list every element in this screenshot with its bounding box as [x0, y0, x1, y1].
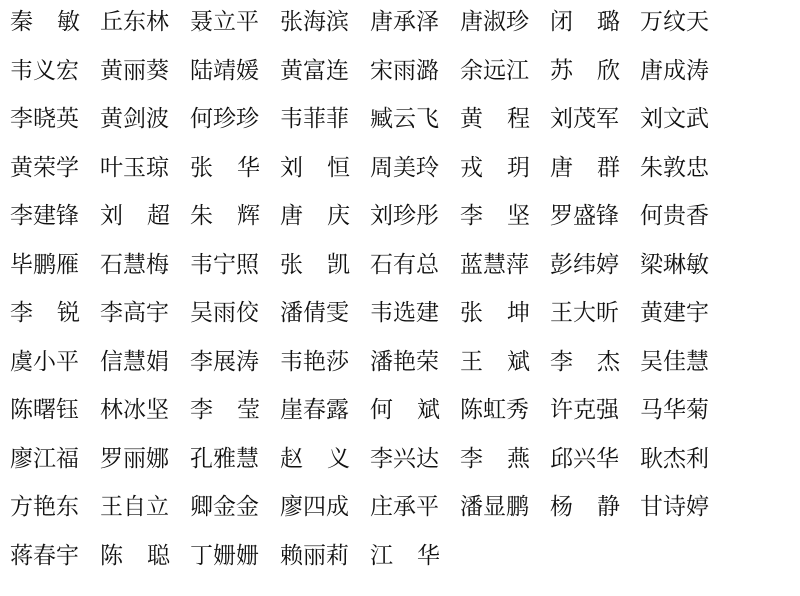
- name-character: 坤: [507, 300, 530, 326]
- name-entry: 黄富连: [280, 57, 349, 84]
- name-entry: 周美玲: [370, 154, 439, 181]
- name-entry: 刘文武: [640, 106, 709, 132]
- name-entry: [280, 248, 350, 282]
- name-entry: 刘茂军: [550, 106, 619, 132]
- name-character: 凯: [327, 251, 350, 278]
- name-entry: 韦义宏: [10, 57, 79, 84]
- name-character: 朱: [190, 203, 213, 229]
- name-character: 黄: [460, 106, 483, 132]
- name-entry: 聂立平: [190, 9, 259, 35]
- name-entry: 丁姗姗: [190, 542, 259, 569]
- name-character: 唐: [280, 203, 303, 229]
- name-character: 李: [10, 300, 33, 326]
- name-character: 陈: [100, 542, 123, 569]
- name-entry: 王自立: [100, 494, 169, 520]
- name-character: 程: [507, 106, 530, 132]
- name-entry: 黄荣学: [10, 154, 79, 181]
- name-entry: 朱敦忠: [640, 154, 709, 181]
- name-entry: 耿杰利: [640, 445, 709, 472]
- name-entry: 廖江福: [10, 445, 79, 472]
- name-entry: 李展涛: [190, 348, 259, 375]
- name-entry: 马华菊: [640, 397, 709, 423]
- name-character: 辉: [237, 203, 260, 229]
- name-entry: [550, 151, 620, 185]
- name-entry: [190, 151, 260, 185]
- name-entry: 赖丽莉: [280, 542, 349, 569]
- name-entry: [190, 199, 260, 233]
- name-entry: [100, 539, 170, 573]
- name-entry: 潘显鹏: [460, 494, 529, 520]
- name-entry: 卿金金: [190, 494, 259, 520]
- name-entry: 吴佳慧: [640, 348, 709, 375]
- name-entry: 陆靖媛: [190, 57, 259, 84]
- name-character: 秦: [10, 9, 33, 35]
- name-entry: 廖四成: [280, 494, 349, 520]
- name-character: 李: [460, 203, 483, 229]
- name-entry: 潘艳荣: [370, 348, 439, 375]
- name-character: 恒: [327, 154, 350, 181]
- name-entry: [460, 442, 530, 476]
- name-character: 锐: [57, 300, 80, 326]
- name-character: 超: [147, 203, 170, 229]
- name-entry: 虞小平: [10, 348, 79, 375]
- name-character: 莹: [237, 397, 260, 423]
- name-entry: 丘东林: [100, 9, 169, 35]
- name-character: 李: [460, 445, 483, 472]
- name-character: 玥: [507, 154, 530, 181]
- name-entry: [460, 151, 530, 185]
- name-entry: [460, 102, 530, 136]
- name-entry: 李高宇: [100, 300, 169, 326]
- name-entry: 刘珍彤: [370, 203, 439, 229]
- name-character: 斌: [417, 397, 440, 423]
- name-character: 杰: [597, 348, 620, 375]
- name-entry: 梁琳敏: [640, 251, 709, 278]
- name-entry: 邱兴华: [550, 445, 619, 472]
- name-entry: 黄建宇: [640, 300, 709, 326]
- name-entry: 唐成涛: [640, 57, 709, 84]
- name-entry: 石有总: [370, 251, 439, 278]
- name-character: 张: [460, 300, 483, 326]
- name-entry: 何珍珍: [190, 106, 259, 132]
- name-character: 静: [597, 494, 620, 520]
- name-character: 刘: [100, 203, 123, 229]
- name-entry: 许克强: [550, 397, 619, 423]
- name-character: 敏: [57, 9, 80, 35]
- name-entry: [280, 199, 350, 233]
- name-entry: 石慧梅: [100, 251, 169, 278]
- name-entry: [280, 151, 350, 185]
- name-character: 刘: [280, 154, 303, 181]
- name-character: 杨: [550, 494, 573, 520]
- name-entry: [100, 199, 170, 233]
- name-entry: 罗丽娜: [100, 445, 169, 472]
- name-entry: 唐承泽: [370, 9, 439, 35]
- name-entry: 毕鹏雁: [10, 251, 79, 278]
- name-entry: 张海滨: [280, 9, 349, 35]
- name-character: 李: [550, 348, 573, 375]
- name-entry: 蓝慧萍: [460, 251, 529, 278]
- name-character: 唐: [550, 154, 573, 181]
- name-entry: 叶玉琼: [100, 154, 169, 181]
- name-entry: [460, 199, 530, 233]
- name-entry: 李兴达: [370, 445, 439, 472]
- name-character: 张: [280, 251, 303, 278]
- name-entry: 万纹天: [640, 9, 709, 35]
- name-entry: [550, 490, 620, 524]
- name-entry: 宋雨潞: [370, 57, 439, 84]
- name-character: 义: [327, 445, 350, 472]
- name-character: 燕: [507, 445, 530, 472]
- name-entry: 甘诗婷: [640, 494, 709, 520]
- name-character: 斌: [507, 348, 530, 375]
- name-character: 璐: [597, 9, 620, 35]
- name-entry: [370, 393, 440, 427]
- name-entry: 韦选建: [370, 300, 439, 326]
- name-entry: 孔雅慧: [190, 445, 259, 472]
- name-entry: [460, 296, 530, 330]
- name-entry: 李建锋: [10, 203, 79, 229]
- name-entry: 黄剑波: [100, 106, 169, 132]
- name-entry: 李晓英: [10, 106, 79, 132]
- name-entry: 陈曙钰: [10, 397, 79, 423]
- name-entry: 庄承平: [370, 494, 439, 520]
- name-entry: [190, 393, 260, 427]
- name-entry: 吴雨佼: [190, 300, 259, 326]
- name-entry: 蒋春宇: [10, 542, 79, 569]
- name-character: 欣: [597, 57, 620, 84]
- name-entry: 潘倩雯: [280, 300, 349, 326]
- name-entry: 何贵香: [640, 203, 709, 229]
- name-entry: 罗盛锋: [550, 203, 619, 229]
- name-entry: 韦艳莎: [280, 348, 349, 375]
- name-character: 赵: [280, 445, 303, 472]
- name-entry: [280, 442, 350, 476]
- name-entry: [370, 539, 440, 573]
- name-character: 庆: [327, 203, 350, 229]
- name-character: 群: [597, 154, 620, 181]
- name-entry: 韦宁照: [190, 251, 259, 278]
- name-character: 苏: [550, 57, 573, 84]
- name-entry: 韦菲菲: [280, 106, 349, 132]
- name-character: 聪: [147, 542, 170, 569]
- name-entry: [550, 54, 620, 88]
- name-entry: 信慧娟: [100, 348, 169, 375]
- name-entry: [10, 5, 80, 39]
- name-entry: 黄丽葵: [100, 57, 169, 84]
- name-entry: 陈虹秀: [460, 397, 529, 423]
- name-character: 闭: [550, 9, 573, 35]
- name-entry: [10, 296, 80, 330]
- name-entry: 王大昕: [550, 300, 619, 326]
- name-entry: 臧云飞: [370, 106, 439, 132]
- name-entry: 方艳东: [10, 494, 79, 520]
- name-entry: 彭纬婷: [550, 251, 619, 278]
- name-entry: 林冰坚: [100, 397, 169, 423]
- name-character: 华: [417, 542, 440, 569]
- name-character: 张: [190, 154, 213, 181]
- name-character: 江: [370, 542, 393, 569]
- name-entry: [550, 345, 620, 379]
- name-character: 华: [237, 154, 260, 181]
- name-character: 坚: [507, 203, 530, 229]
- name-entry: 唐淑珍: [460, 9, 529, 35]
- name-entry: 余远江: [460, 57, 529, 84]
- name-character: 何: [370, 397, 393, 423]
- name-entry: 崖春露: [280, 397, 349, 423]
- name-character: 李: [190, 397, 213, 423]
- name-character: 戎: [460, 154, 483, 181]
- name-entry: [550, 5, 620, 39]
- name-character: 王: [460, 348, 483, 375]
- name-entry: [460, 345, 530, 379]
